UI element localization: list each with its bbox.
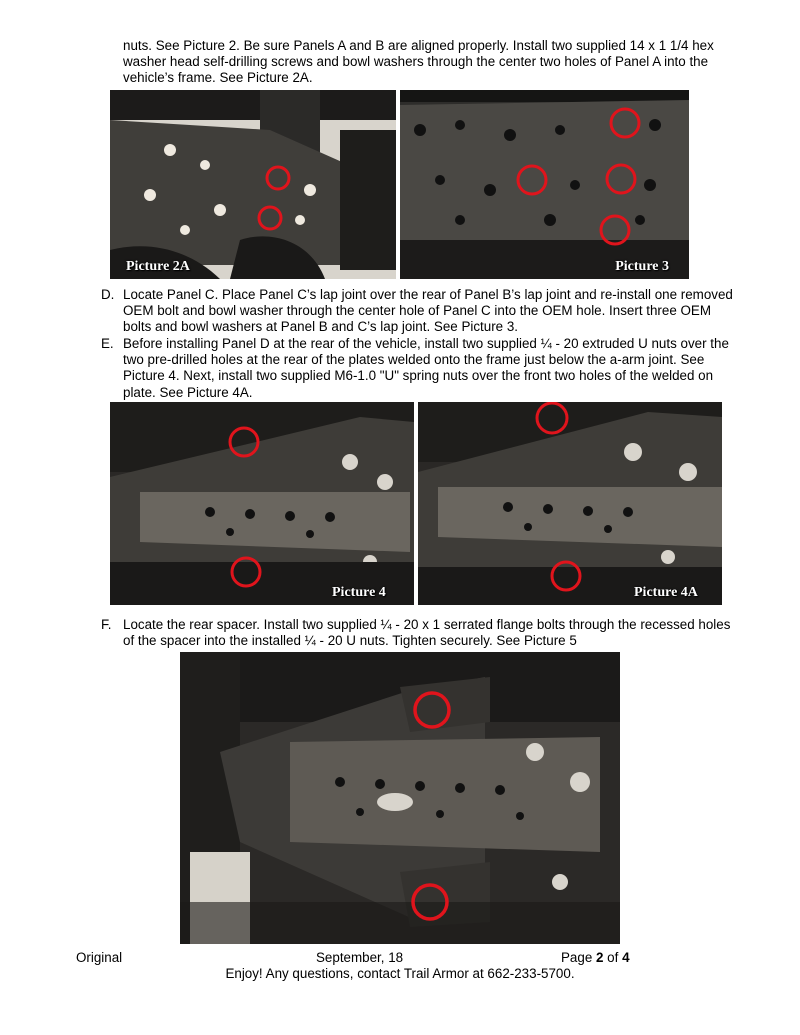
- photo-caption: Picture 3: [615, 259, 669, 274]
- page-number: [561, 950, 630, 965]
- photo-picture-4a: [418, 402, 722, 605]
- step-label: D.: [101, 287, 115, 302]
- step-text: Locate Panel C. Place Panel C’s lap joint over the rear of Panel B’s lap joint and re-install one removed OEM bolt and bowl washer through the center hole of Panel C into the OEM hole. Insert three OEM bolts and bowl washers at Panel B and C’s lap joint. See Picture 3.: [123, 287, 733, 335]
- photo-picture-2a: [110, 90, 396, 279]
- photo-caption: Picture 4A: [634, 585, 698, 600]
- page-prefix: Page: [561, 950, 596, 965]
- intro-paragraph: nuts. See Picture 2. Be sure Panels A and B are aligned properly. Install two supplied 14 x 1 1/4 hex washer head self-drilling screws and bowl washers through the center two holes of Panel A into the vehicle’s frame. See Picture 2A.: [123, 38, 714, 86]
- footer-contact: Enjoy! Any questions, contact Trail Armor at 662-233-5700.: [225, 966, 575, 981]
- page-total: 4: [622, 950, 630, 965]
- photo-caption: Picture 2A: [126, 259, 190, 274]
- step-e: [101, 336, 741, 401]
- step-text: Locate the rear spacer. Install two supplied ¼ - 20 x 1 serrated flange bolts through the recessed holes of the spacer into the installed ¼ - 20 U nuts. Tighten securely. See Picture 5: [123, 617, 731, 649]
- step-d: [101, 287, 741, 336]
- step-label: E.: [101, 336, 114, 351]
- step-f: [101, 617, 741, 649]
- footer-left: Original: [76, 950, 123, 965]
- photo-picture-3: [400, 90, 689, 279]
- photo-picture-4: [110, 402, 414, 605]
- step-text: Before installing Panel D at the rear of the vehicle, install two supplied ¼ - 20 extruded U nuts over the two pre-drilled holes at the rear of the plates welded onto the frame just below the a-arm joint. See Picture 4. Next, install two supplied M6-1.0 "U" spring nuts over the front two holes of the welded on plate. See Picture 4A.: [123, 336, 729, 400]
- page-sep: of: [603, 950, 623, 965]
- footer-date: September, 18: [316, 950, 404, 965]
- photo-caption: Picture 4: [332, 585, 386, 600]
- page-current: 2: [596, 950, 604, 965]
- step-label: F.: [101, 617, 112, 632]
- photo-picture-5: [180, 652, 620, 944]
